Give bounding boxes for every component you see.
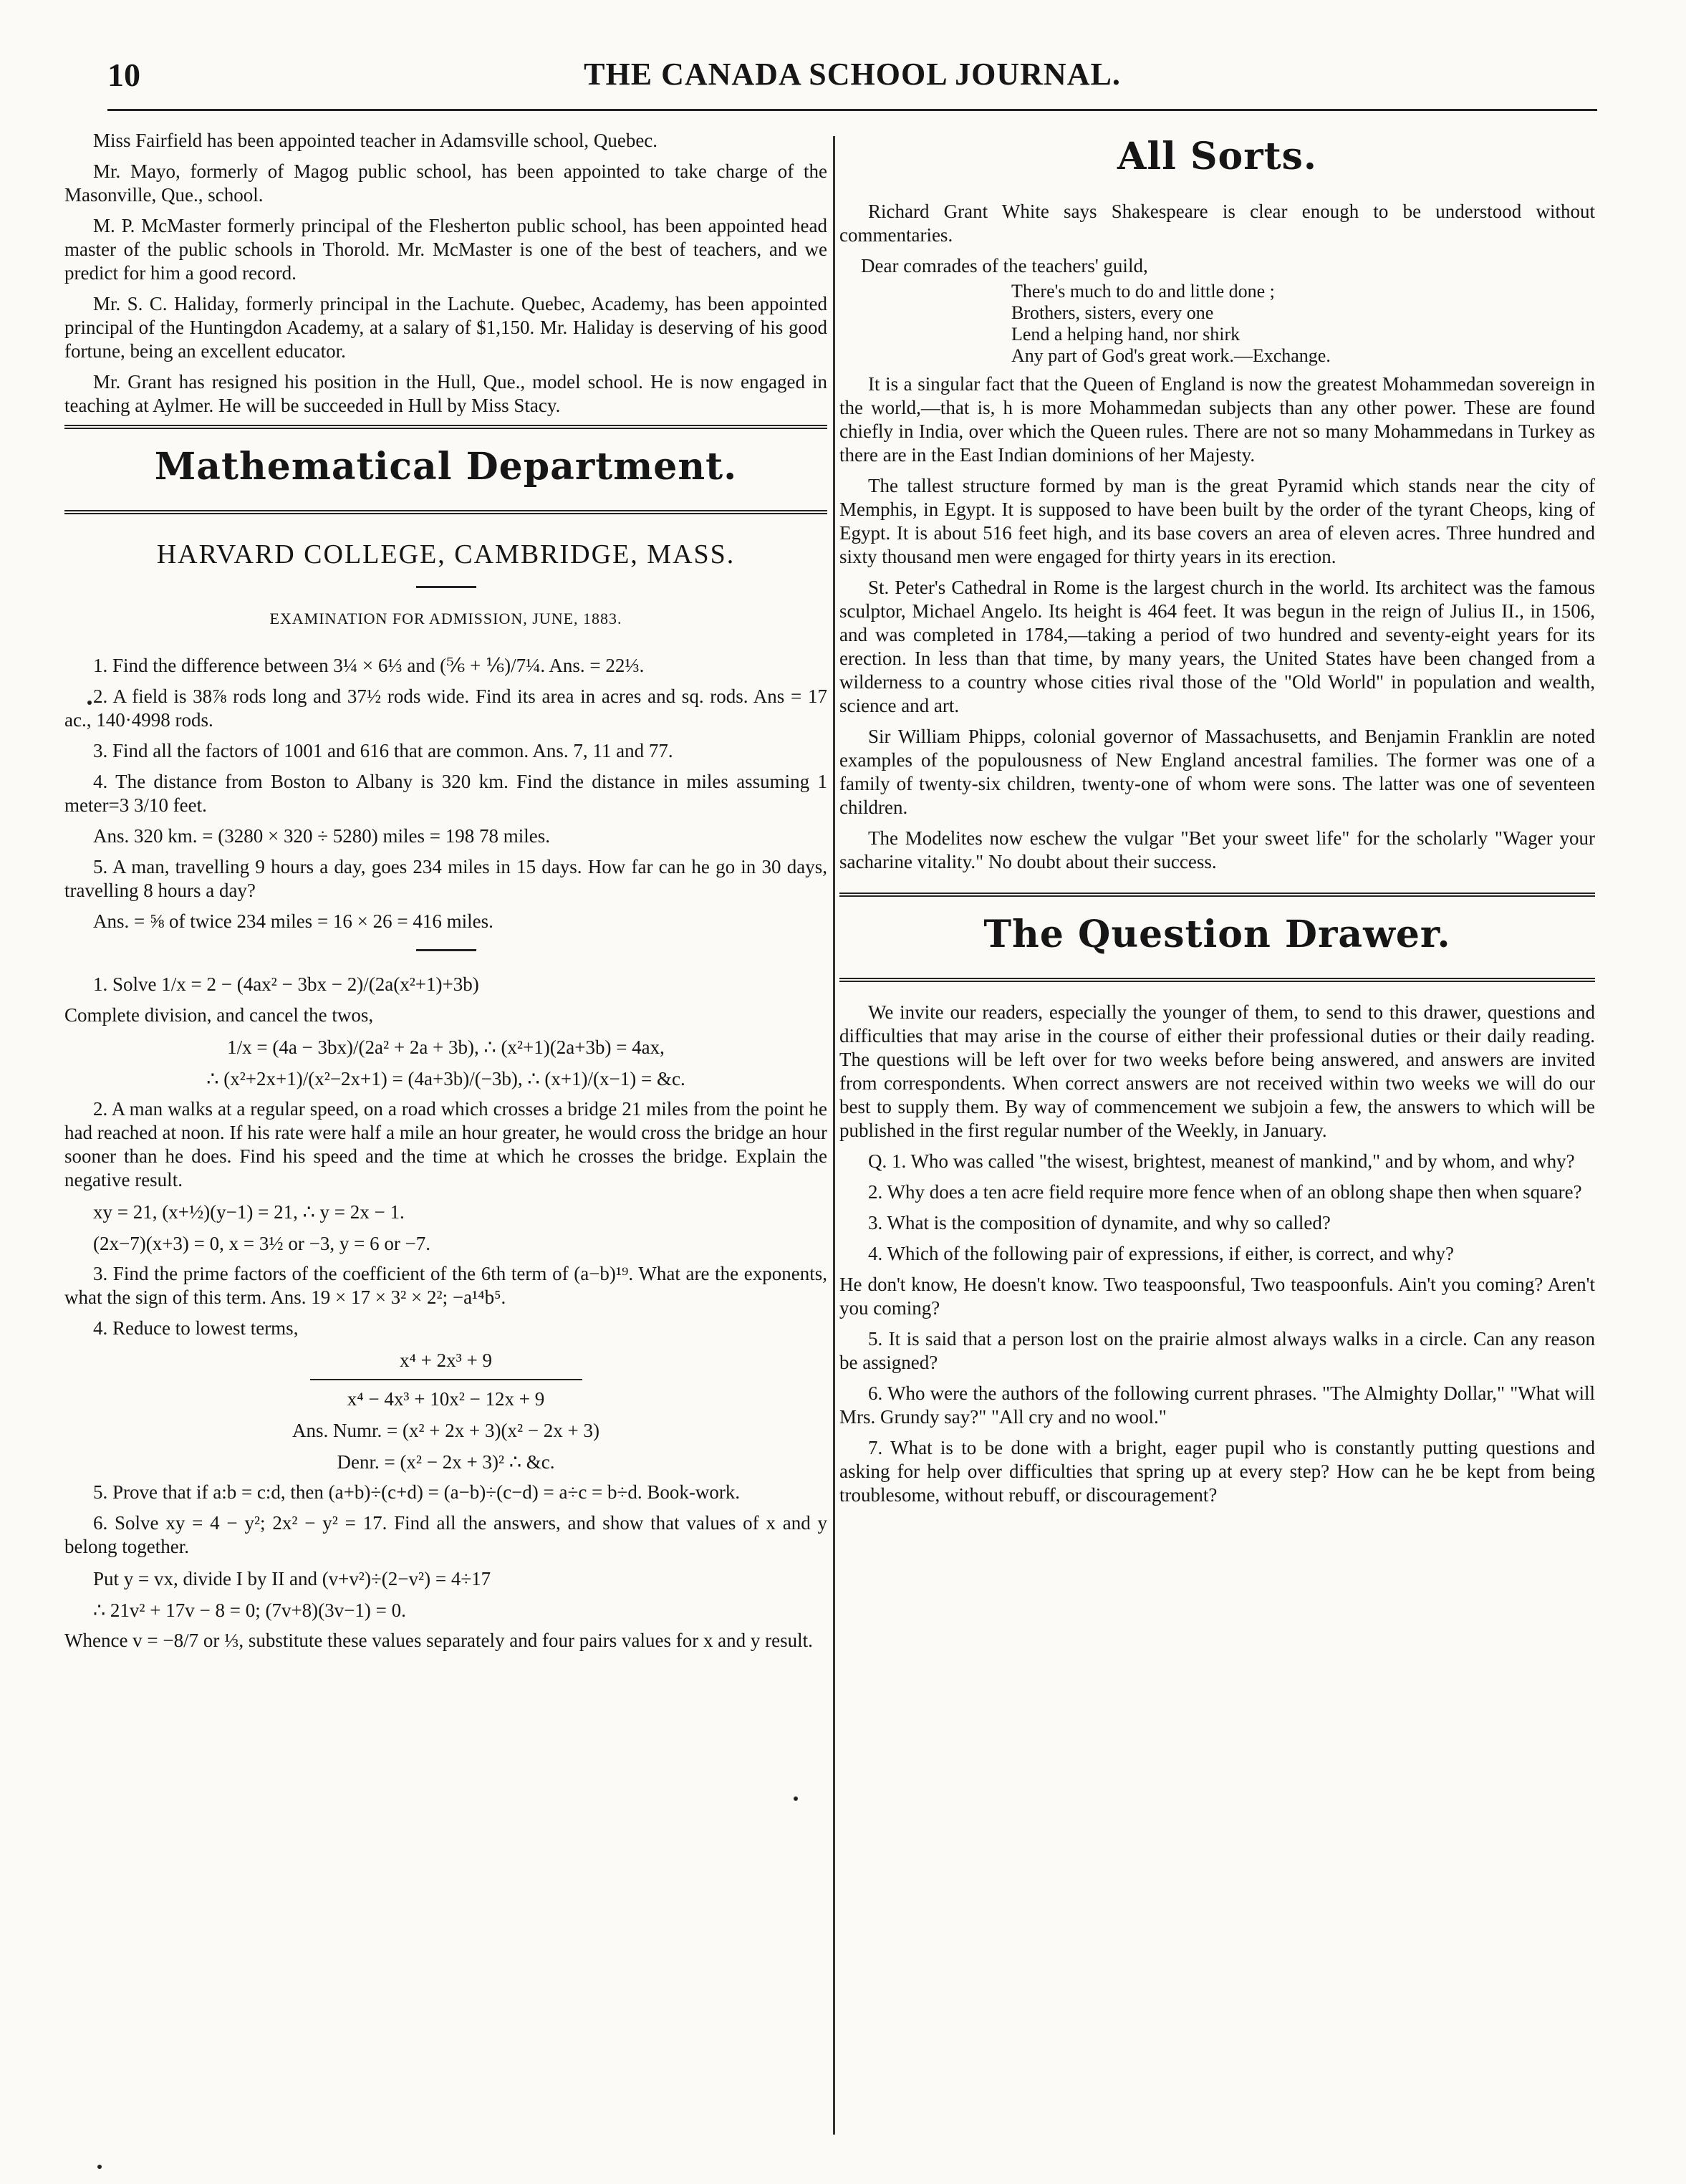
news-item: Mr. S. C. Haliday, formerly principal in the Lachute. Quebec, Academy, has been appointed principal of the Huntingdon Academy, at a salary of $1,150. Mr. Haliday is deserving of his good fortune, being an excellent educator. — [64, 293, 827, 362]
math-question: 1. Find the difference between 3¼ × 6⅓ and (⅚ + ⅙)/7¼. Ans. = 22⅓. — [93, 655, 645, 676]
math-conclusion: Whence v = −8/7 or ⅓, substitute these values separately and four pairs values for x and y result. — [64, 1630, 813, 1651]
math-answer: Ans. = ⅝ of twice 234 miles = 16 × 26 = 416 miles. — [93, 910, 493, 932]
print-speck — [87, 701, 92, 705]
poem-line: Any part of God's great work.—Exchange. — [1011, 345, 1331, 366]
math-question: 5. Prove that if a:b = c:d, then (a+b)÷(c+d) = (a−b)÷(c−d) = a÷c = b÷d. Book-work. — [93, 1481, 741, 1503]
drawer-question: Q. 1. Who was called "the wisest, brightest, meanest of mankind," and by whom, and why? — [868, 1150, 1575, 1172]
drawer-question: 4. Which of the following pair of expressions, if either, is correct, and why? — [868, 1243, 1454, 1264]
section-rule — [64, 425, 827, 429]
equation: ∴ 21v² + 17v − 8 = 0; (7v+8)(3v−1) = 0. — [93, 1599, 406, 1621]
fraction-denominator: x⁴ − 4x³ + 10x² − 12x + 9 — [347, 1388, 545, 1410]
print-speck — [97, 2165, 102, 2169]
all-sorts-title: All Sorts. — [1117, 135, 1317, 178]
math-question: 4. The distance from Boston to Albany is 320 km. Find the distance in miles assuming 1 meter=3 3/10 feet. — [64, 771, 827, 816]
column-divider — [833, 136, 835, 2135]
math-question: 2. A man walks at a regular speed, on a road which crosses a bridge 21 miles from the point he had reached at noon. If his rate were half a mile an hour greater, he would cross the bridge an hour sooner than he does. Find his speed and the time at which he crosses the bridge. Explain the negative result. — [64, 1098, 827, 1190]
math-question: 5. A man, travelling 9 hours a day, goes 234 miles in 15 days. How far can he go in 30 days, travelling 8 hours a day? — [64, 856, 827, 901]
math-question: 4. Reduce to lowest terms, — [93, 1317, 299, 1339]
math-question: 3. Find the prime factors of the coefficient of the 6th term of (a−b)¹⁹. What are the exponents, what the sign of this term. Ans. 19 × 17 × 3² × 2²; −a¹⁴b⁵. — [64, 1263, 827, 1308]
math-section-title: Mathematical Department. — [154, 445, 738, 489]
short-rule — [416, 949, 476, 951]
answer-line: Ans. Numr. = (x² + 2x + 3)(x² − 2x + 3) — [292, 1420, 600, 1441]
header-rule — [107, 109, 1597, 111]
news-item: Miss Fairfield has been appointed teacher in Adamsville school, Quebec. — [93, 130, 658, 151]
journal-title: THE CANADA SCHOOL JOURNAL. — [584, 57, 1121, 92]
section-rule — [839, 893, 1595, 897]
fraction-numerator: x⁴ + 2x³ + 9 — [400, 1350, 492, 1371]
fraction-bar — [310, 1379, 582, 1380]
equation: (2x−7)(x+3) = 0, x = 3½ or −3, y = 6 or −7. — [93, 1233, 431, 1254]
item: The tallest structure formed by man is the great Pyramid which stands near the city of Memphis, in Egypt. It is supposed to have been built by the order of the tyrant Cheops, king of Egypt. It is about 516 feet high, and its base covers an area of eleven acres. Three hundred and sixty thousand men were engaged for thirty years in its erection. — [839, 475, 1595, 567]
math-question: 1. Solve 1/x = 2 − (4ax² − 3bx − 2)/(2a(x²+1)+3b) — [93, 973, 479, 995]
print-speck — [794, 1796, 798, 1801]
news-item: M. P. McMaster formerly principal of the Flesherton public school, has been appointed head master of the public schools in Thorold. Mr. McMaster is one of the best of teachers, and we predict for him a good record. — [64, 215, 827, 284]
poem-intro: Dear comrades of the teachers' guild, — [861, 255, 1148, 276]
section-rule — [839, 978, 1595, 982]
drawer-question: 5. It is said that a person lost on the prairie almost always walks in a circle. Can any reason be assigned? — [839, 1328, 1595, 1373]
drawer-question: 7. What is to be done with a bright, eager pupil who is constantly putting questions and asking for help over difficulties that spring up at every step? How can he be kept from being troublesome, without rebuff, or discouragement? — [839, 1437, 1595, 1506]
math-question: 2. A field is 38⅞ rods long and 37½ rods wide. Find its area in acres and sq. rods. Ans = 17 ac., 140·4998 rods. — [64, 685, 827, 731]
equation: ∴ (x²+2x+1)/(x²−2x+1) = (4a+3b)/(−3b), ∴ (x+1)/(x−1) = &c. — [206, 1068, 685, 1089]
math-note: Complete division, and cancel the twos, — [64, 1004, 374, 1026]
equation: Put y = vx, divide I by II and (v+v²)÷(2−v²) = 4÷17 — [93, 1568, 491, 1589]
left-column — [64, 129, 827, 1660]
exam-heading: EXAMINATION FOR ADMISSION, JUNE, 1883. — [269, 610, 622, 627]
poem-line: There's much to do and little done ; — [1011, 281, 1275, 302]
section-rule — [64, 510, 827, 514]
item: It is a singular fact that the Queen of England is now the greatest Mohammedan sovereign in the world,—that is, h is more Mohammedan subjects than any other power. These are found chiefly in India, over which the Queen rules. There are not so many Mohammedans in Turkey as there are in the East Indian dominions of her Majesty. — [839, 373, 1595, 466]
right-column — [839, 129, 1595, 1514]
drawer-question: 6. Who were the authors of the following current phrases. "The Almighty Dollar," "What will Mrs. Grundy say?" "All cry and no wool." — [839, 1382, 1595, 1428]
drawer-question: 3. What is the composition of dynamite, and why so called? — [868, 1212, 1331, 1233]
item: The Modelites now eschew the vulgar "Bet your sweet life" for the scholarly "Wager your sacharine vitality." No doubt about their success. — [839, 827, 1595, 872]
math-question: 6. Solve xy = 4 − y²; 2x² − y² = 17. Find all the answers, and show that values of x and y belong together. — [64, 1512, 827, 1557]
item: Richard Grant White says Shakespeare is clear enough to be understood without commentaries. — [839, 201, 1595, 246]
drawer-question: He don't know, He doesn't know. Two teaspoonsful, Two teaspoonfuls. Ain't you coming? Aren't you coming? — [839, 1274, 1595, 1319]
short-rule — [416, 586, 476, 588]
college-heading: HARVARD COLLEGE, CAMBRIDGE, MASS. — [156, 539, 736, 569]
item: Sir William Phipps, colonial governor of Massachusetts, and Benjamin Franklin are noted examples of the populousness of New England ancestral families. The former was one of a family of twenty-six children, twenty-one of whom were sons. The latter was one of seventeen children. — [839, 726, 1595, 818]
page-number: 10 — [107, 57, 140, 93]
page-header — [107, 56, 1597, 106]
question-drawer-title: The Question Drawer. — [983, 913, 1451, 956]
poem-line: Lend a helping hand, nor shirk — [1011, 324, 1241, 345]
equation: xy = 21, (x+½)(y−1) = 21, ∴ y = 2x − 1. — [93, 1201, 405, 1223]
math-question: 3. Find all the factors of 1001 and 616 that are common. Ans. 7, 11 and 77. — [93, 740, 673, 761]
item: St. Peter's Cathedral in Rome is the largest church in the world. Its architect was the famous sculptor, Michael Angelo. Its height is 464 feet. It was begun in the reign of Julius II., in 1506, and was completed in 1784,—taking a period of two hundred and seventy-eight years for its erection. In less than that time, by many years, the United States have been changed from a wilderness to a country whose cities rival those of the "Old World" in population and wealth, science and art. — [839, 577, 1595, 716]
drawer-intro: We invite our readers, especially the younger of them, to send to this drawer, questions and difficulties that may arise in the course of either their professional duties or their daily reading. The questions will be left over for two weeks before being answered, and answers are invited from correspondents. When correct answers are not received within two weeks we will do our best to supply them. By way of commencement we subjoin a few, the answers to which will be published in the first regular number of the Weekly, in January. — [839, 1001, 1595, 1141]
news-item: Mr. Mayo, formerly of Magog public school, has been appointed to take charge of the Masonville, Que., school. — [64, 160, 827, 206]
poem-line: Brothers, sisters, every one — [1011, 302, 1214, 323]
answer-line: Denr. = (x² − 2x + 3)² ∴ &c. — [337, 1451, 555, 1473]
equation: 1/x = (4a − 3bx)/(2a² + 2a + 3b), ∴ (x²+1)(2a+3b) = 4ax, — [227, 1036, 665, 1058]
news-item: Mr. Grant has resigned his position in the Hull, Que., model school. He is now engaged in teaching at Aylmer. He will be succeeded in Hull by Miss Stacy. — [64, 371, 827, 416]
drawer-question: 2. Why does a ten acre field require more fence when of an oblong shape then when square? — [868, 1181, 1582, 1203]
math-answer: Ans. 320 km. = (3280 × 320 ÷ 5280) miles = 198 78 miles. — [93, 825, 550, 847]
poem — [839, 281, 1595, 367]
